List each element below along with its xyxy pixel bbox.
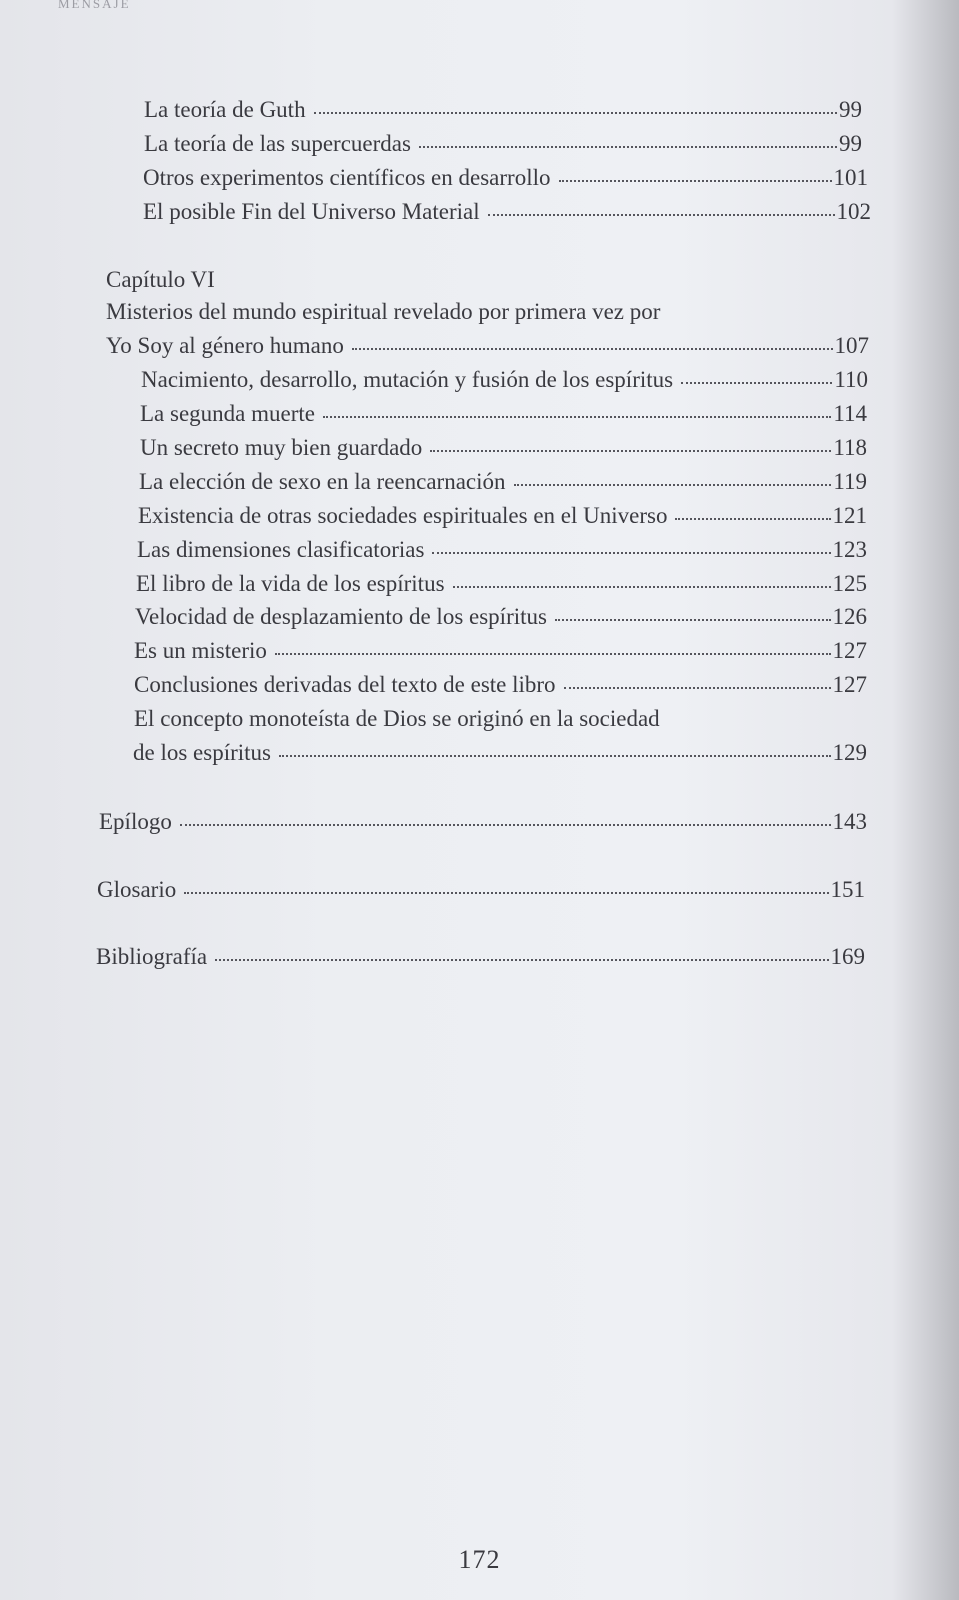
toc-entry-title: Conclusiones derivadas del texto de este libro: [134, 672, 556, 697]
toc-entry-page: 129: [832, 740, 867, 765]
toc-entry-page: 101: [833, 165, 868, 190]
dot-leader: [514, 484, 832, 486]
toc-entry: [136, 570, 867, 598]
toc-entry: [140, 400, 867, 428]
toc-entry-page: 114: [833, 401, 867, 426]
chapter-title-entry: [106, 332, 869, 360]
toc-entry-title-line1: El concepto monoteísta de Dios se originó en la sociedad: [134, 706, 660, 731]
chapter-label: Capítulo VI: [106, 267, 215, 292]
toc-entry-title: Velocidad de desplazamiento de los espíritus: [135, 604, 547, 629]
dot-leader: [180, 824, 831, 826]
dot-leader: [555, 619, 831, 621]
toc-entry: [137, 536, 867, 564]
toc-entry-glossary: [97, 876, 865, 904]
toc-entry-epilogue: [99, 808, 867, 836]
dot-leader: [559, 180, 832, 182]
toc-entry-title: Otros experimentos científicos en desarrollo: [143, 165, 551, 190]
dot-leader: [352, 348, 833, 350]
dot-leader: [453, 586, 831, 588]
toc-entry: [141, 366, 868, 394]
running-head: MENSAJE: [58, 0, 131, 11]
page-number: 172: [458, 1545, 501, 1574]
toc-entry-title: El posible Fin del Universo Material: [143, 199, 480, 224]
toc-entry-title: Las dimensiones clasificatorias: [137, 537, 425, 562]
toc-entry-page: 118: [833, 435, 867, 460]
toc-entry: [139, 468, 867, 496]
dot-leader: [564, 687, 831, 689]
toc-entry-title: Es un misterio: [134, 638, 267, 663]
toc-entry-page: 151: [830, 877, 865, 902]
toc-entry-title: La elección de sexo en la reencarnación: [139, 469, 506, 494]
toc-entry-title: La teoría de las supercuerdas: [144, 131, 411, 156]
toc-entry-page: 143: [832, 809, 867, 834]
toc-entry-page: 107: [834, 333, 869, 358]
dot-leader: [488, 214, 835, 216]
toc-entry-bibliography: [96, 943, 865, 971]
toc-entry-title: Glosario: [97, 877, 177, 902]
toc-entry-page: 99: [839, 97, 862, 122]
dot-leader: [681, 382, 832, 384]
dot-leader: [323, 416, 831, 418]
dot-leader: [184, 892, 828, 894]
toc-entry-title: El libro de la vida de los espíritus: [136, 571, 445, 596]
dot-leader: [432, 552, 830, 554]
toc-entry: [134, 671, 867, 699]
toc-entry: [133, 739, 867, 767]
toc-entry-title: La teoría de Guth: [144, 97, 306, 122]
toc-entry-title-line2: de los espíritus: [133, 740, 271, 765]
toc-entry-page: 99: [839, 131, 862, 156]
dot-leader: [215, 959, 828, 961]
toc-entry-page: 127: [832, 672, 867, 697]
dot-leader: [675, 518, 830, 520]
toc-entry-title: La segunda muerte: [140, 401, 315, 426]
dot-leader: [314, 112, 837, 114]
toc-entry: [143, 198, 871, 226]
toc-entry: [135, 603, 867, 631]
toc-entry-title: Epílogo: [99, 809, 172, 834]
toc-entry: [140, 434, 867, 462]
toc-entry-page: 102: [836, 199, 871, 224]
toc-entry-title: Nacimiento, desarrollo, mutación y fusión de los espíritus: [141, 367, 674, 392]
toc-entry-page: 121: [832, 503, 867, 528]
dot-leader: [430, 450, 831, 452]
toc-entry: [138, 502, 867, 530]
dot-leader: [279, 755, 831, 757]
toc-entry-title: Bibliografía: [96, 944, 208, 969]
toc-entry: [134, 637, 867, 665]
toc-entry-title: Un secreto muy bien guardado: [140, 435, 423, 460]
toc-entry: [144, 96, 862, 124]
toc-entry: [144, 130, 862, 158]
toc-entry-page: 119: [833, 469, 867, 494]
toc-entry-title: Existencia de otras sociedades espirituales en el Universo: [138, 503, 668, 528]
dot-leader: [275, 653, 831, 655]
chapter-title-line1: Misterios del mundo espiritual revelado por primera vez por: [106, 299, 661, 324]
toc-entry: [143, 164, 868, 192]
toc-entry-page: 126: [832, 604, 867, 629]
toc-entry-page: 125: [832, 571, 867, 596]
toc-entry-page: 123: [832, 537, 867, 562]
toc-entry-page: 169: [830, 944, 865, 969]
chapter-title-line2: Yo Soy al género humano: [106, 333, 344, 358]
toc-entry-page: 110: [834, 367, 868, 392]
toc-entry-page: 127: [832, 638, 867, 663]
dot-leader: [419, 146, 837, 148]
